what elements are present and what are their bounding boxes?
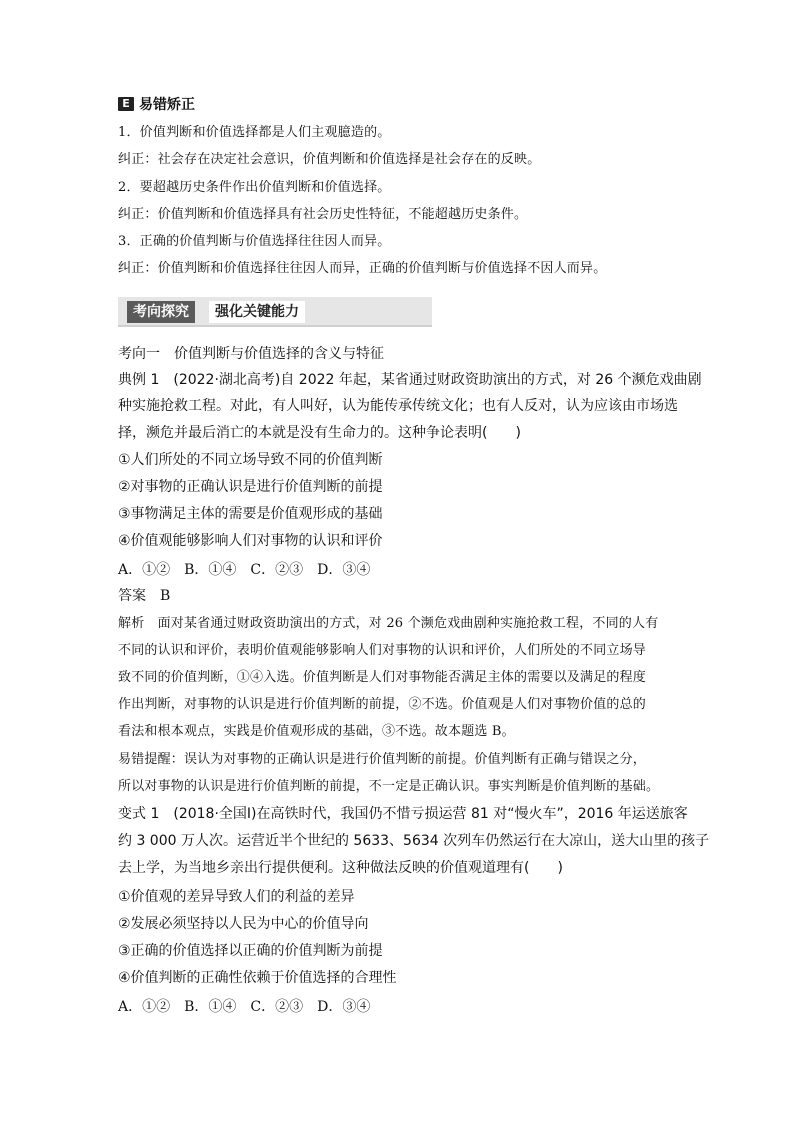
example-answer: 答案 B <box>118 588 171 604</box>
example-choices: A．①② B．①④ C．②③ D．③④ <box>118 562 371 578</box>
variant-choices: A．①② B．①④ C．②③ D．③④ <box>118 999 371 1015</box>
example-line-3: 择，濒危并最后消亡的本就是没有生命力的。这种争论表明( ) <box>118 425 521 441</box>
section-banner <box>118 297 432 327</box>
variant-line-2: 约 3 000 万人次。运营近半个世纪的 5633、5634 次列车仍然运行在大凉山，送大山里的孩子 <box>118 833 710 849</box>
error-correction-1: 纠正：社会存在决定社会意识，价值判断和价值选择是社会存在的反映。 <box>118 152 541 167</box>
variant-line-1: 变式 1 (2018·全国Ⅰ)在高铁时代，我国仍不惜亏损运营 81 对“慢火车”，2016 年运送旅客 <box>118 806 688 822</box>
example-option-2: ②对事物的正确认识是进行价值判断的前提 <box>118 479 383 495</box>
error-item-1: 1．价值判断和价值选择都是人们主观臆造的。 <box>118 125 391 140</box>
example-option-4: ④价值观能够影响人们对事物的认识和评价 <box>118 533 383 549</box>
example-option-3: ③事物满足主体的需要是价值观形成的基础 <box>118 506 383 522</box>
variant-line-3: 去上学，为当地乡亲出行提供便利。这种做法反映的价值观道理有( ) <box>118 860 563 876</box>
error-correction-2: 纠正：价值判断和价值选择具有社会历史性特征，不能超越历史条件。 <box>118 207 528 222</box>
error-correction-3: 纠正：价值判断和价值选择往往因人而异，正确的价值判断与价值选择不因人而异。 <box>118 261 607 276</box>
banner-label-explore: 考向探究 <box>127 301 195 323</box>
analysis-line-3: 致不同的价值判断，①④入选。价值判断是人们对事物能否满足主体的需要以及满足的程度 <box>118 670 647 685</box>
analysis-line-1: 解析 面对某省通过财政资助演出的方式，对 26 个濒危戏曲剧种实施抢救工程，不同的人有 <box>118 616 659 631</box>
errors-section-title <box>118 94 195 114</box>
example-line-1: 典例 1 (2022·湖北高考)自 2022 年起，某省通过财政资助演出的方式，对 26 个濒危戏曲剧 <box>118 372 702 388</box>
section-e-icon: E <box>118 97 134 111</box>
errors-section-heading: 易错矫正 <box>139 97 195 113</box>
variant-option-2: ②发展必须坚持以人民为中心的价值导向 <box>118 916 369 932</box>
variant-option-3: ③正确的价值选择以正确的价值判断为前提 <box>118 943 383 959</box>
variant-option-4: ④价值判断的正确性依赖于价值选择的合理性 <box>118 970 397 986</box>
analysis-line-5: 看法和根本观点，实践是价值观形成的基础，③不选。故本题选 B。 <box>118 724 515 739</box>
direction-heading: 考向一 价值判断与价值选择的含义与特征 <box>118 346 384 362</box>
example-option-1: ①人们所处的不同立场导致不同的价值判断 <box>118 452 383 468</box>
analysis-line-2: 不同的认识和评价，表明价值观能够影响人们对事物的认识和评价，人们所处的不同立场导 <box>118 643 647 658</box>
tip-line-1: 易错提醒：误认为对事物的正确认识是进行价值判断的前提。价值判断有正确与错误之分， <box>118 752 647 767</box>
example-line-2: 种实施抢救工程。对此，有人叫好，认为能传承传统文化；也有人反对，认为应该由市场选 <box>118 398 678 414</box>
error-item-3: 3．正确的价值判断与价值选择往往因人而异。 <box>118 234 391 249</box>
tip-line-2: 所以对事物的认识是进行价值判断的前提，不一定是正确认识。事实判断是价值判断的基础。 <box>118 779 660 794</box>
error-item-2: 2．要超越历史条件作出价值判断和价值选择。 <box>118 180 391 195</box>
banner-label-ability: 强化关键能力 <box>209 301 305 323</box>
variant-option-1: ①价值观的差异导致人们的利益的差异 <box>118 889 355 905</box>
analysis-line-4: 作出判断，对事物的认识是进行价值判断的前提，②不选。价值观是人们对事物价值的总的 <box>118 697 647 712</box>
